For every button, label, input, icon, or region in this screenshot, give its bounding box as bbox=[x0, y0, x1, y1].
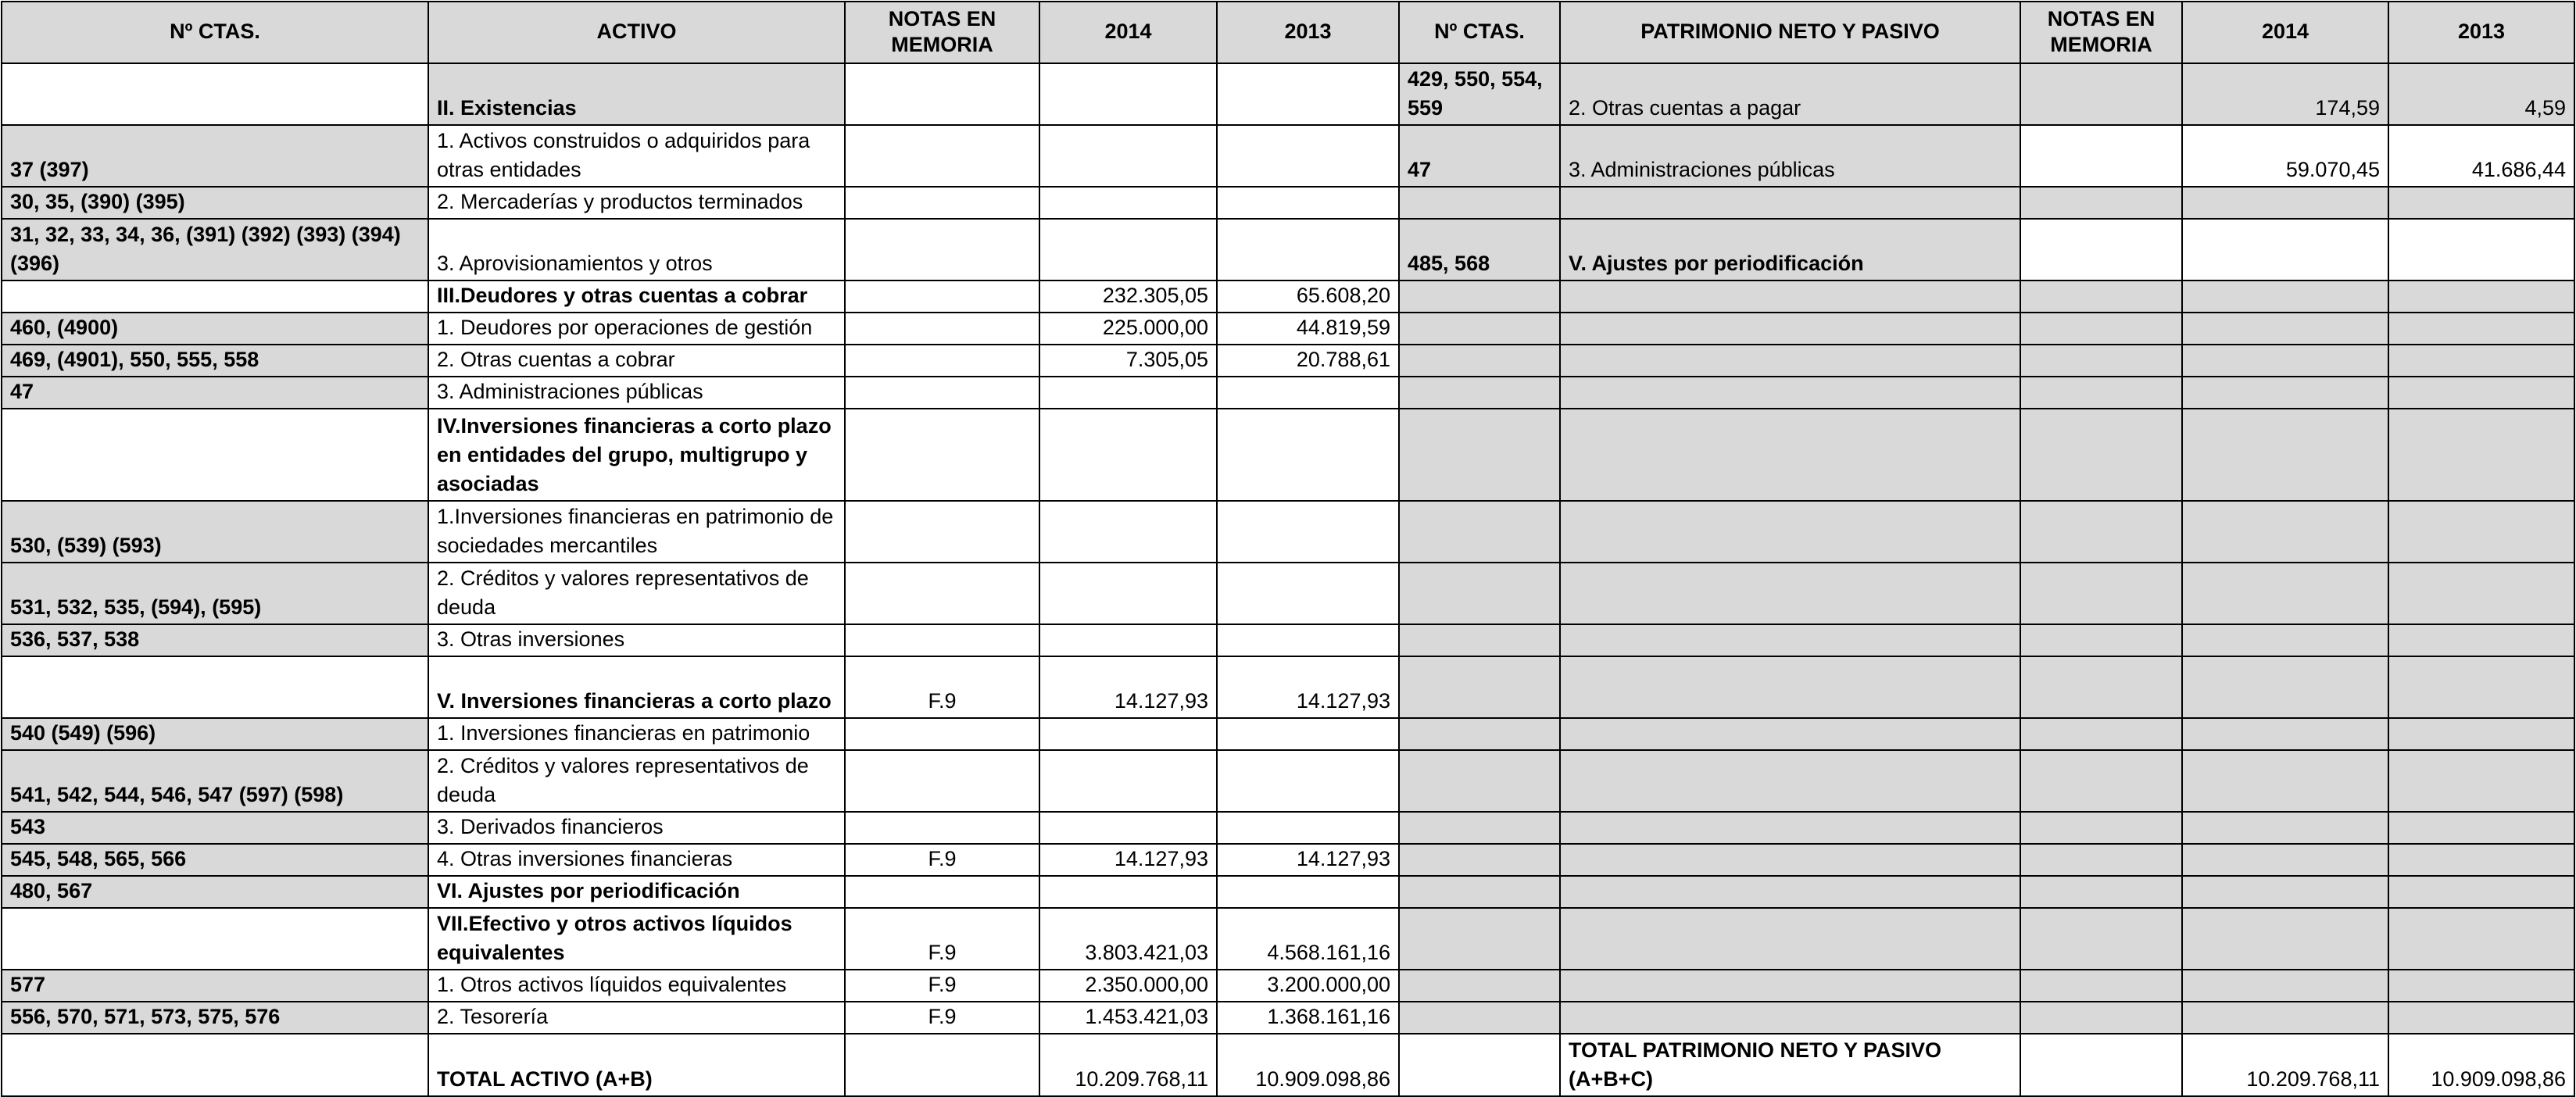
cell-activo-2014 bbox=[1039, 718, 1217, 750]
cell-cuentas-pasivo bbox=[1399, 876, 1560, 908]
cell-activo-2014 bbox=[1039, 501, 1217, 563]
cell-activo-2014 bbox=[1039, 219, 1217, 281]
cell-pasivo-concepto bbox=[1560, 1002, 2020, 1034]
cell-cuentas-activo: 480, 567 bbox=[2, 876, 428, 908]
cell-cuentas-activo: 577 bbox=[2, 970, 428, 1002]
cell-cuentas-activo: 556, 570, 571, 573, 575, 576 bbox=[2, 1002, 428, 1034]
cell-pasivo-2014 bbox=[2182, 876, 2388, 908]
cell-activo-2013: 10.909.098,86 bbox=[1217, 1034, 1399, 1096]
cell-pasivo-concepto bbox=[1560, 844, 2020, 876]
cell-pasivo-2014 bbox=[2182, 187, 2388, 219]
cell-pasivo-2014 bbox=[2182, 409, 2388, 501]
cell-pasivo-concepto bbox=[1560, 345, 2020, 377]
cell-notas-activo bbox=[845, 876, 1039, 908]
cell-pasivo-2013 bbox=[2388, 876, 2574, 908]
cell-notas-pasivo bbox=[2020, 501, 2182, 563]
cell-activo-2013 bbox=[1217, 377, 1399, 409]
cell-notas-pasivo bbox=[2020, 345, 2182, 377]
cell-notas-activo bbox=[845, 125, 1039, 187]
cell-notas-pasivo bbox=[2020, 718, 2182, 750]
cell-pasivo-concepto bbox=[1560, 563, 2020, 624]
cell-notas-pasivo bbox=[2020, 1034, 2182, 1096]
cell-cuentas-pasivo bbox=[1399, 718, 1560, 750]
cell-activo-2013 bbox=[1217, 563, 1399, 624]
cell-activo-concepto: IV.Inversiones financieras a corto plazo en entidades del grupo, multigrupo y asociadas bbox=[428, 409, 845, 501]
table-row bbox=[2, 624, 2574, 656]
cell-activo-2013 bbox=[1217, 409, 1399, 501]
cell-activo-2014: 2.350.000,00 bbox=[1039, 970, 1217, 1002]
cell-activo-2014: 10.209.768,11 bbox=[1039, 1034, 1217, 1096]
cell-cuentas-activo: 47 bbox=[2, 377, 428, 409]
cell-pasivo-2013: 10.909.098,86 bbox=[2388, 1034, 2574, 1096]
table-row bbox=[2, 501, 2574, 563]
cell-activo-2013: 14.127,93 bbox=[1217, 656, 1399, 718]
cell-cuentas-pasivo bbox=[1399, 313, 1560, 345]
cell-pasivo-concepto bbox=[1560, 187, 2020, 219]
cell-notas-activo bbox=[845, 501, 1039, 563]
cell-cuentas-activo: 536, 537, 538 bbox=[2, 624, 428, 656]
cell-cuentas-activo: 530, (539) (593) bbox=[2, 501, 428, 563]
header-2013-activo: 2013 bbox=[1217, 2, 1399, 63]
cell-pasivo-2014 bbox=[2182, 812, 2388, 844]
cell-pasivo-2013 bbox=[2388, 563, 2574, 624]
cell-notas-pasivo bbox=[2020, 409, 2182, 501]
cell-notas-activo bbox=[845, 219, 1039, 281]
table-row bbox=[2, 844, 2574, 876]
cell-activo-2014: 14.127,93 bbox=[1039, 844, 1217, 876]
cell-activo-2013: 4.568.161,16 bbox=[1217, 908, 1399, 970]
cell-notas-activo bbox=[845, 563, 1039, 624]
cell-pasivo-2014 bbox=[2182, 563, 2388, 624]
cell-cuentas-pasivo bbox=[1399, 1034, 1560, 1096]
header-2013-pasivo: 2013 bbox=[2388, 2, 2574, 63]
cell-activo-2013 bbox=[1217, 125, 1399, 187]
cell-notas-activo bbox=[845, 812, 1039, 844]
cell-cuentas-pasivo bbox=[1399, 844, 1560, 876]
cell-cuentas-pasivo bbox=[1399, 377, 1560, 409]
cell-notas-activo: F.9 bbox=[845, 970, 1039, 1002]
cell-notas-activo: F.9 bbox=[845, 1002, 1039, 1034]
cell-cuentas-activo bbox=[2, 1034, 428, 1096]
cell-notas-pasivo bbox=[2020, 812, 2182, 844]
cell-pasivo-2013 bbox=[2388, 281, 2574, 313]
cell-pasivo-concepto: 3. Administraciones públicas bbox=[1560, 125, 2020, 187]
cell-cuentas-pasivo bbox=[1399, 656, 1560, 718]
cell-pasivo-concepto bbox=[1560, 313, 2020, 345]
cell-notas-pasivo bbox=[2020, 125, 2182, 187]
header-activo: ACTIVO bbox=[428, 2, 845, 63]
cell-notas-pasivo bbox=[2020, 313, 2182, 345]
cell-pasivo-concepto bbox=[1560, 876, 2020, 908]
cell-activo-2013 bbox=[1217, 718, 1399, 750]
cell-cuentas-pasivo bbox=[1399, 409, 1560, 501]
cell-pasivo-concepto bbox=[1560, 281, 2020, 313]
cell-notas-activo bbox=[845, 187, 1039, 219]
table-row bbox=[2, 563, 2574, 624]
cell-activo-concepto: 1. Deudores por operaciones de gestión bbox=[428, 313, 845, 345]
cell-notas-activo bbox=[845, 624, 1039, 656]
cell-activo-2014 bbox=[1039, 563, 1217, 624]
cell-notas-activo bbox=[845, 281, 1039, 313]
cell-notas-pasivo bbox=[2020, 281, 2182, 313]
cell-pasivo-concepto bbox=[1560, 377, 2020, 409]
cell-pasivo-2014 bbox=[2182, 313, 2388, 345]
table-row bbox=[2, 908, 2574, 970]
header-pasivo: PATRIMONIO NETO Y PASIVO bbox=[1560, 2, 2020, 63]
cell-cuentas-activo bbox=[2, 281, 428, 313]
table-row bbox=[2, 125, 2574, 187]
cell-activo-2014 bbox=[1039, 409, 1217, 501]
cell-pasivo-concepto bbox=[1560, 812, 2020, 844]
cell-cuentas-activo: 545, 548, 565, 566 bbox=[2, 844, 428, 876]
cell-activo-2013 bbox=[1217, 219, 1399, 281]
cell-cuentas-pasivo bbox=[1399, 1002, 1560, 1034]
cell-cuentas-pasivo bbox=[1399, 187, 1560, 219]
cell-notas-activo bbox=[845, 63, 1039, 125]
cell-activo-concepto: 1. Inversiones financieras en patrimonio bbox=[428, 718, 845, 750]
cell-notas-activo bbox=[845, 718, 1039, 750]
cell-activo-concepto: VII.Efectivo y otros activos líquidos equivalentes bbox=[428, 908, 845, 970]
cell-pasivo-2013 bbox=[2388, 750, 2574, 812]
cell-pasivo-concepto bbox=[1560, 908, 2020, 970]
table-row bbox=[2, 187, 2574, 219]
cell-pasivo-2014 bbox=[2182, 377, 2388, 409]
cell-cuentas-activo: 543 bbox=[2, 812, 428, 844]
cell-notas-activo bbox=[845, 313, 1039, 345]
cell-cuentas-pasivo bbox=[1399, 501, 1560, 563]
cell-cuentas-activo: 30, 35, (390) (395) bbox=[2, 187, 428, 219]
cell-notas-activo bbox=[845, 750, 1039, 812]
cell-activo-2014 bbox=[1039, 624, 1217, 656]
cell-notas-pasivo bbox=[2020, 1002, 2182, 1034]
cell-cuentas-pasivo: 47 bbox=[1399, 125, 1560, 187]
cell-activo-concepto: 1. Activos construidos o adquiridos para otras entidades bbox=[428, 125, 845, 187]
table-row bbox=[2, 409, 2574, 501]
cell-notas-activo bbox=[845, 1034, 1039, 1096]
cell-notas-activo bbox=[845, 377, 1039, 409]
cell-activo-2013: 3.200.000,00 bbox=[1217, 970, 1399, 1002]
cell-activo-2014 bbox=[1039, 876, 1217, 908]
cell-pasivo-concepto bbox=[1560, 656, 2020, 718]
cell-activo-concepto: 3. Aprovisionamientos y otros bbox=[428, 219, 845, 281]
cell-activo-concepto: 3. Derivados financieros bbox=[428, 812, 845, 844]
cell-pasivo-2014 bbox=[2182, 1002, 2388, 1034]
cell-cuentas-activo bbox=[2, 656, 428, 718]
cell-cuentas-pasivo bbox=[1399, 908, 1560, 970]
cell-pasivo-2014 bbox=[2182, 844, 2388, 876]
cell-cuentas-activo bbox=[2, 409, 428, 501]
cell-pasivo-2013: 4,59 bbox=[2388, 63, 2574, 125]
cell-activo-concepto: 2. Créditos y valores representativos de deuda bbox=[428, 563, 845, 624]
cell-cuentas-activo: 460, (4900) bbox=[2, 313, 428, 345]
cell-cuentas-activo: 540 (549) (596) bbox=[2, 718, 428, 750]
header-notas-pasivo: NOTAS EN MEMORIA bbox=[2020, 2, 2182, 63]
table-row bbox=[2, 718, 2574, 750]
cell-pasivo-2013 bbox=[2388, 970, 2574, 1002]
cell-notas-activo: F.9 bbox=[845, 656, 1039, 718]
header-cuentas-activo: Nº CTAS. bbox=[2, 2, 428, 63]
table-row bbox=[2, 656, 2574, 718]
cell-pasivo-2013 bbox=[2388, 718, 2574, 750]
cell-cuentas-pasivo bbox=[1399, 345, 1560, 377]
cell-activo-concepto: III.Deudores y otras cuentas a cobrar bbox=[428, 281, 845, 313]
cell-pasivo-2013 bbox=[2388, 844, 2574, 876]
cell-notas-activo bbox=[845, 409, 1039, 501]
cell-activo-2014 bbox=[1039, 812, 1217, 844]
cell-activo-2013 bbox=[1217, 812, 1399, 844]
header-2014-activo: 2014 bbox=[1039, 2, 1217, 63]
cell-activo-concepto: 3. Otras inversiones bbox=[428, 624, 845, 656]
cell-pasivo-2014 bbox=[2182, 219, 2388, 281]
cell-notas-pasivo bbox=[2020, 219, 2182, 281]
cell-notas-pasivo bbox=[2020, 656, 2182, 718]
cell-pasivo-concepto: 2. Otras cuentas a pagar bbox=[1560, 63, 2020, 125]
cell-activo-concepto: II. Existencias bbox=[428, 63, 845, 125]
cell-activo-2014 bbox=[1039, 125, 1217, 187]
cell-activo-2013: 14.127,93 bbox=[1217, 844, 1399, 876]
cell-activo-2013 bbox=[1217, 501, 1399, 563]
cell-notas-pasivo bbox=[2020, 876, 2182, 908]
cell-cuentas-activo bbox=[2, 63, 428, 125]
cell-pasivo-concepto bbox=[1560, 970, 2020, 1002]
table-row bbox=[2, 750, 2574, 812]
cell-pasivo-concepto: TOTAL PATRIMONIO NETO Y PASIVO (A+B+C) bbox=[1560, 1034, 2020, 1096]
table-row bbox=[2, 281, 2574, 313]
cell-cuentas-activo: 31, 32, 33, 34, 36, (391) (392) (393) (394) (396) bbox=[2, 219, 428, 281]
cell-activo-concepto: 3. Administraciones públicas bbox=[428, 377, 845, 409]
cell-pasivo-2014 bbox=[2182, 345, 2388, 377]
cell-activo-concepto: V. Inversiones financieras a corto plazo bbox=[428, 656, 845, 718]
cell-pasivo-2013 bbox=[2388, 219, 2574, 281]
cell-notas-pasivo bbox=[2020, 970, 2182, 1002]
cell-notas-pasivo bbox=[2020, 844, 2182, 876]
balance-sheet-table bbox=[1, 1, 2575, 1097]
cell-activo-concepto: 2. Tesorería bbox=[428, 1002, 845, 1034]
cell-activo-2014 bbox=[1039, 377, 1217, 409]
cell-pasivo-2014: 174,59 bbox=[2182, 63, 2388, 125]
cell-activo-2014: 14.127,93 bbox=[1039, 656, 1217, 718]
cell-cuentas-activo: 469, (4901), 550, 555, 558 bbox=[2, 345, 428, 377]
cell-pasivo-2014: 10.209.768,11 bbox=[2182, 1034, 2388, 1096]
cell-pasivo-2013 bbox=[2388, 812, 2574, 844]
cell-pasivo-concepto bbox=[1560, 624, 2020, 656]
cell-activo-2014 bbox=[1039, 750, 1217, 812]
cell-activo-2013 bbox=[1217, 63, 1399, 125]
cell-activo-2013: 44.819,59 bbox=[1217, 313, 1399, 345]
cell-pasivo-2013 bbox=[2388, 908, 2574, 970]
cell-activo-concepto: 2. Mercaderías y productos terminados bbox=[428, 187, 845, 219]
cell-pasivo-2014 bbox=[2182, 501, 2388, 563]
cell-notas-pasivo bbox=[2020, 750, 2182, 812]
cell-notas-activo: F.9 bbox=[845, 844, 1039, 876]
cell-activo-2013 bbox=[1217, 624, 1399, 656]
cell-activo-concepto: TOTAL ACTIVO (A+B) bbox=[428, 1034, 845, 1096]
table-row bbox=[2, 377, 2574, 409]
header-2014-pasivo: 2014 bbox=[2182, 2, 2388, 63]
cell-cuentas-pasivo bbox=[1399, 563, 1560, 624]
table-row bbox=[2, 63, 2574, 125]
cell-cuentas-pasivo bbox=[1399, 624, 1560, 656]
cell-cuentas-pasivo bbox=[1399, 812, 1560, 844]
cell-pasivo-2014 bbox=[2182, 750, 2388, 812]
cell-notas-pasivo bbox=[2020, 563, 2182, 624]
cell-notas-activo bbox=[845, 345, 1039, 377]
table-row bbox=[2, 345, 2574, 377]
cell-notas-pasivo bbox=[2020, 624, 2182, 656]
table-row bbox=[2, 876, 2574, 908]
cell-activo-2013: 1.368.161,16 bbox=[1217, 1002, 1399, 1034]
cell-pasivo-2014 bbox=[2182, 656, 2388, 718]
cell-activo-concepto: 1.Inversiones financieras en patrimonio de sociedades mercantiles bbox=[428, 501, 845, 563]
cell-pasivo-2013 bbox=[2388, 1002, 2574, 1034]
cell-pasivo-concepto bbox=[1560, 501, 2020, 563]
cell-activo-concepto: 4. Otras inversiones financieras bbox=[428, 844, 845, 876]
cell-pasivo-concepto bbox=[1560, 718, 2020, 750]
cell-cuentas-activo bbox=[2, 908, 428, 970]
cell-cuentas-pasivo bbox=[1399, 970, 1560, 1002]
cell-pasivo-2013 bbox=[2388, 656, 2574, 718]
cell-cuentas-activo: 541, 542, 544, 546, 547 (597) (598) bbox=[2, 750, 428, 812]
cell-activo-2013: 20.788,61 bbox=[1217, 345, 1399, 377]
header-row bbox=[2, 2, 2574, 63]
cell-activo-concepto: VI. Ajustes por periodificación bbox=[428, 876, 845, 908]
cell-notas-pasivo bbox=[2020, 377, 2182, 409]
cell-pasivo-2014 bbox=[2182, 624, 2388, 656]
cell-activo-2014: 225.000,00 bbox=[1039, 313, 1217, 345]
cell-activo-2014: 232.305,05 bbox=[1039, 281, 1217, 313]
cell-cuentas-activo: 37 (397) bbox=[2, 125, 428, 187]
table-row bbox=[2, 219, 2574, 281]
cell-notas-activo: F.9 bbox=[845, 908, 1039, 970]
cell-activo-concepto: 2. Otras cuentas a cobrar bbox=[428, 345, 845, 377]
table-row bbox=[2, 970, 2574, 1002]
cell-pasivo-concepto bbox=[1560, 409, 2020, 501]
cell-notas-pasivo bbox=[2020, 908, 2182, 970]
cell-pasivo-2013 bbox=[2388, 409, 2574, 501]
cell-pasivo-2014: 59.070,45 bbox=[2182, 125, 2388, 187]
cell-activo-2014 bbox=[1039, 187, 1217, 219]
header-cuentas-pasivo: Nº CTAS. bbox=[1399, 2, 1560, 63]
cell-activo-2014: 1.453.421,03 bbox=[1039, 1002, 1217, 1034]
cell-pasivo-2013 bbox=[2388, 345, 2574, 377]
cell-cuentas-activo: 531, 532, 535, (594), (595) bbox=[2, 563, 428, 624]
cell-pasivo-2014 bbox=[2182, 718, 2388, 750]
cell-pasivo-2013: 41.686,44 bbox=[2388, 125, 2574, 187]
cell-pasivo-concepto: V. Ajustes por periodificación bbox=[1560, 219, 2020, 281]
cell-cuentas-pasivo bbox=[1399, 281, 1560, 313]
cell-pasivo-concepto bbox=[1560, 750, 2020, 812]
cell-pasivo-2014 bbox=[2182, 908, 2388, 970]
cell-activo-2013 bbox=[1217, 187, 1399, 219]
cell-cuentas-pasivo: 485, 568 bbox=[1399, 219, 1560, 281]
cell-activo-concepto: 1. Otros activos líquidos equivalentes bbox=[428, 970, 845, 1002]
cell-cuentas-pasivo: 429, 550, 554, 559 bbox=[1399, 63, 1560, 125]
cell-activo-2014: 7.305,05 bbox=[1039, 345, 1217, 377]
table-row bbox=[2, 1002, 2574, 1034]
cell-pasivo-2013 bbox=[2388, 501, 2574, 563]
cell-pasivo-2013 bbox=[2388, 377, 2574, 409]
cell-pasivo-2013 bbox=[2388, 624, 2574, 656]
table-row bbox=[2, 1034, 2574, 1096]
cell-pasivo-2013 bbox=[2388, 187, 2574, 219]
cell-pasivo-2014 bbox=[2182, 970, 2388, 1002]
cell-activo-2014: 3.803.421,03 bbox=[1039, 908, 1217, 970]
table-row bbox=[2, 812, 2574, 844]
cell-activo-2013 bbox=[1217, 876, 1399, 908]
cell-cuentas-pasivo bbox=[1399, 750, 1560, 812]
cell-pasivo-2013 bbox=[2388, 313, 2574, 345]
table-row bbox=[2, 313, 2574, 345]
cell-activo-2013 bbox=[1217, 750, 1399, 812]
header-notas-activo: NOTAS EN MEMORIA bbox=[845, 2, 1039, 63]
cell-activo-concepto: 2. Créditos y valores representativos de deuda bbox=[428, 750, 845, 812]
cell-activo-2013: 65.608,20 bbox=[1217, 281, 1399, 313]
cell-activo-2014 bbox=[1039, 63, 1217, 125]
cell-notas-pasivo bbox=[2020, 187, 2182, 219]
cell-notas-pasivo bbox=[2020, 63, 2182, 125]
cell-pasivo-2014 bbox=[2182, 281, 2388, 313]
